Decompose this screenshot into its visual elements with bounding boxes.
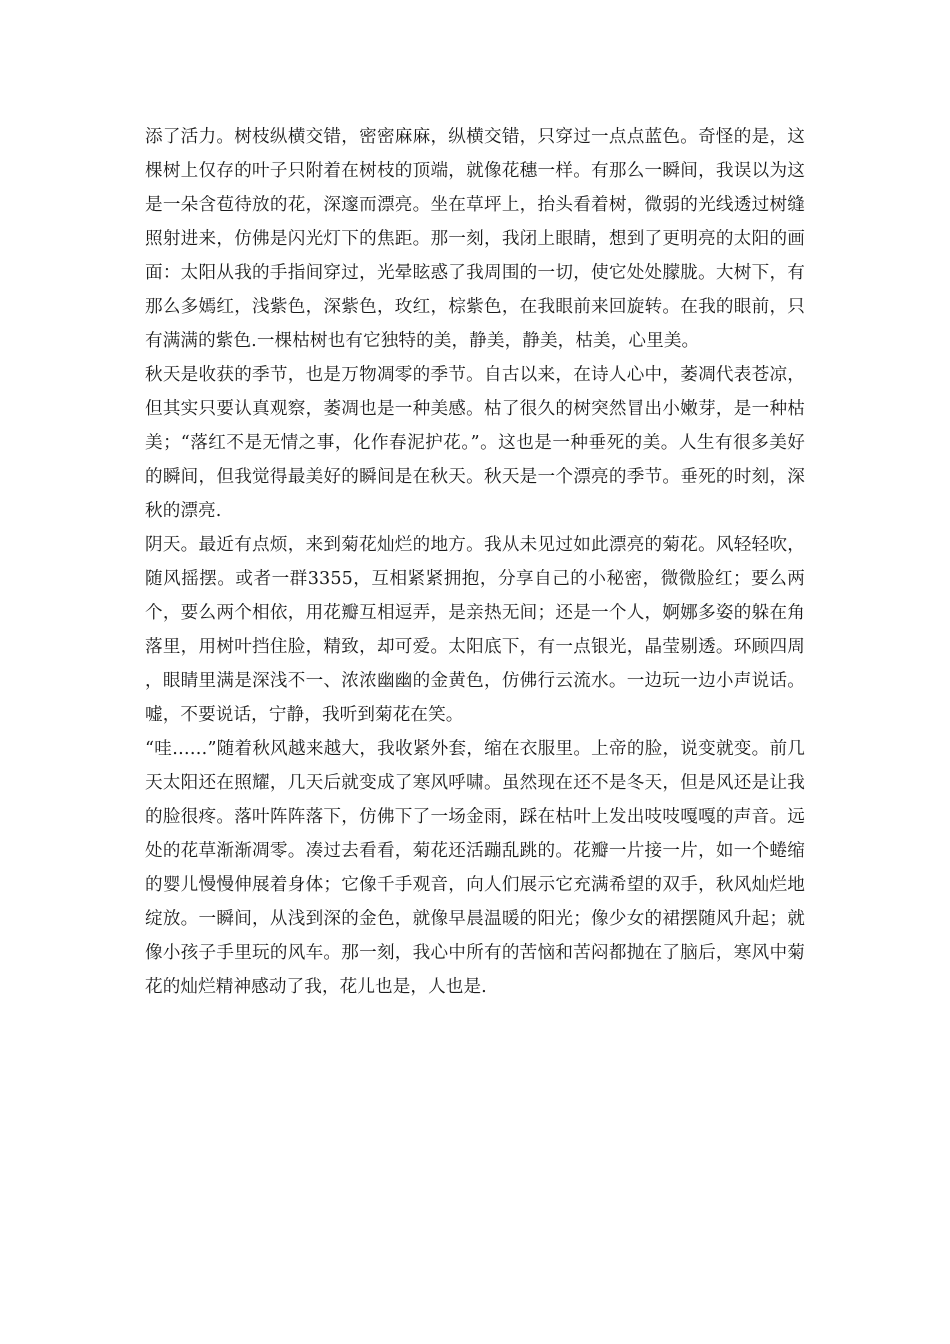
paragraph-1: 添了活力。树枝纵横交错，密密麻麻，纵横交错，只穿过一点点蓝色。奇怪的是，这棵树上仅存的叶子只附着在树枝的顶端，就像花穗一样。有那么一瞬间，我误以为这是一朵含苞待放的花，深邃而漂亮。坐在草坪上，抬头看着树，微弱的光线透过树缝照射进来，仿佛是闪光灯下的焦距。那一刻，我闭上眼睛，想到了更明亮的太阳的画面：太阳从我的手指间穿过，光晕眩惑了我周围的一切，使它处处朦胧。大树下，有那么多嫣红，浅紫色，深紫色，玫红，棕紫色，在我眼前来回旋转。在我的眼前，只有满满的紫色.一棵枯树也有它独特的美，静美，静美，枯美，心里美。	[145, 127, 805, 351]
paragraph-2: 秋天是收获的季节，也是万物凋零的季节。自古以来，在诗人心中，萎凋代表苍凉，但其实只要认真观察，萎凋也是一种美感。枯了很久的树突然冒出小嫩芽，是一种枯美；“落红不是无情之事，化作春泥护花。”。这也是一种垂死的美。人生有很多美好的瞬间，但我觉得最美好的瞬间是在秋天。秋天是一个漂亮的季节。垂死的时刻，深秋的漂亮.	[145, 365, 805, 521]
paragraph-4: “哇……”随着秋风越来越大，我收紧外套，缩在衣服里。上帝的脸，说变就变。前几天太阳还在照耀，几天后就变成了寒风呼啸。虽然现在还不是冬天，但是风还是让我的脸很疼。落叶阵阵落下，仿佛下了一场金雨，踩在枯叶上发出吱吱嘎嘎的声音。远处的花草渐渐凋零。凑过去看看，菊花还活蹦乱跳的。花瓣一片接一片，如一个蜷缩的婴儿慢慢伸展着身体；它像千手观音，向人们展示它充满希望的双手，秋风灿烂地绽放。一瞬间，从浅到深的金色，就像早晨温暖的阳光；像少女的裙摆随风升起；就像小孩子手里玩的风车。那一刻，我心中所有的苦恼和苦闷都抛在了脑后，寒风中菊花的灿烂精神感动了我，花儿也是，人也是.	[145, 739, 805, 997]
document-body	[145, 120, 805, 1004]
paragraph-3: 阴天。最近有点烦，来到菊花灿烂的地方。我从未见过如此漂亮的菊花。风轻轻吹，随风摇摆。或者一群3355，互相紧紧拥抱，分享自己的小秘密，微微脸红；要么两个，要么两个相依，用花瓣互相逗弄，是亲热无间；还是一个人，婀娜多姿的躲在角落里，用树叶挡住脸，精致，却可爱。太阳底下，有一点银光，晶莹剔透。环顾四周，眼睛里满是深浅不一、浓浓幽幽的金黄色，仿佛行云流水。一边玩一边小声说话。嘘，不要说话，宁静，我听到菊花在笑。	[145, 535, 805, 725]
